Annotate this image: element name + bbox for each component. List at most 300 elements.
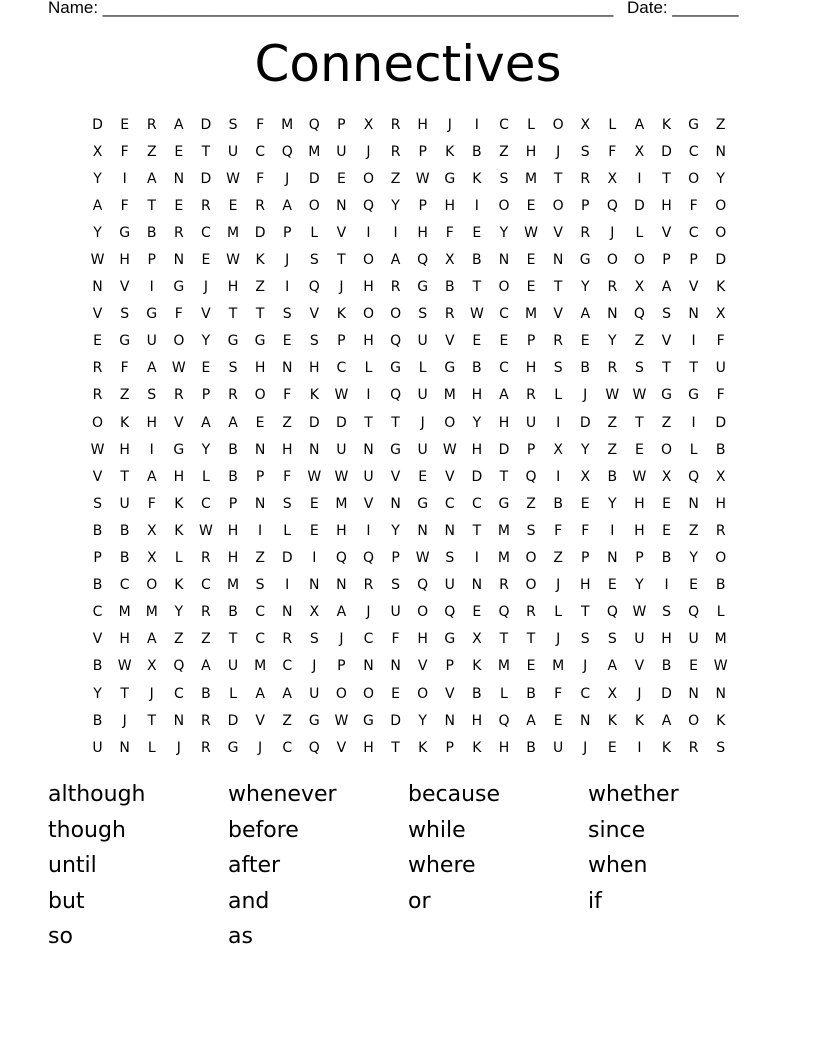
- grid-letter: S: [634, 360, 644, 377]
- grid-letter: R: [201, 739, 211, 756]
- grid-letter: C: [201, 495, 211, 512]
- grid-letter: O: [417, 604, 429, 621]
- grid-letter: F: [120, 360, 129, 377]
- grid-letter: G: [688, 387, 700, 404]
- grid-letter: L: [283, 522, 292, 539]
- grid-letter: D: [308, 414, 320, 431]
- grid-letter: O: [308, 197, 320, 214]
- grid-letter: A: [661, 279, 672, 296]
- grid-letter: U: [634, 631, 645, 648]
- grid-letter: H: [146, 414, 157, 431]
- grid-letter: D: [498, 441, 510, 458]
- grid-letter: Z: [607, 441, 618, 458]
- grid-letter: F: [445, 224, 454, 241]
- grid-letter: U: [417, 387, 428, 404]
- grid-letter: I: [366, 522, 371, 539]
- grid-letter: V: [309, 306, 320, 323]
- grid-letter: Z: [146, 143, 157, 160]
- grid-letter: V: [92, 306, 103, 323]
- grid-letter: H: [336, 522, 347, 539]
- grid-letter: T: [228, 631, 238, 648]
- grid-letter: E: [634, 441, 644, 458]
- grid-letter: X: [444, 252, 455, 269]
- grid-letter: O: [715, 224, 727, 241]
- grid-letter: F: [256, 116, 265, 133]
- grid-letter: I: [474, 116, 479, 133]
- grid-letter: B: [472, 143, 482, 160]
- grid-letter: S: [391, 577, 401, 594]
- grid-letter: W: [334, 387, 349, 404]
- grid-letter: E: [662, 495, 671, 512]
- word-bank-item: when: [588, 853, 648, 879]
- grid-letter: A: [607, 658, 618, 675]
- grid-letter: Y: [201, 441, 211, 458]
- grid-letter: W: [117, 658, 132, 675]
- grid-letter: C: [201, 577, 211, 594]
- grid-letter: O: [606, 252, 618, 269]
- grid-letter: J: [122, 712, 127, 729]
- grid-letter: S: [309, 631, 319, 648]
- grid-letter: H: [661, 197, 672, 214]
- grid-letter: K: [716, 279, 726, 296]
- grid-letter: I: [366, 387, 371, 404]
- grid-letter: F: [689, 197, 698, 214]
- grid-letter: C: [255, 631, 265, 648]
- page-title: Connectives: [254, 35, 562, 93]
- grid-letter: B: [715, 577, 726, 594]
- grid-letter: W: [334, 712, 349, 729]
- grid-letter: S: [662, 306, 671, 323]
- grid-letter: U: [553, 739, 564, 756]
- grid-letter: J: [583, 387, 588, 404]
- grid-letter: W: [605, 387, 620, 404]
- grid-letter: I: [556, 468, 561, 485]
- grid-letter: Z: [499, 143, 509, 160]
- grid-letter: E: [255, 414, 265, 431]
- grid-letter: M: [254, 658, 267, 675]
- grid-letter: D: [281, 550, 293, 567]
- grid-letter: Q: [308, 739, 320, 756]
- grid-letter: Y: [689, 550, 698, 567]
- grid-letter: R: [580, 170, 591, 187]
- grid-letter: X: [146, 658, 157, 675]
- grid-letter: V: [417, 658, 428, 675]
- grid-letter: I: [285, 577, 290, 594]
- grid-letter: I: [664, 577, 669, 594]
- grid-letter: P: [662, 252, 671, 269]
- grid-letter: V: [553, 306, 563, 323]
- grid-letter: R: [201, 197, 211, 214]
- grid-letter: B: [715, 441, 726, 458]
- grid-letter: A: [499, 387, 509, 404]
- grid-letter: W: [226, 170, 240, 187]
- grid-letter: E: [472, 604, 482, 621]
- grid-letter: I: [556, 414, 561, 431]
- grid-letter: N: [309, 577, 320, 594]
- grid-letter: B: [92, 658, 103, 675]
- grid-letter: F: [174, 306, 183, 323]
- grid-letter: Q: [362, 550, 374, 567]
- grid-letter: N: [390, 495, 401, 512]
- grid-letter: B: [92, 522, 103, 539]
- grid-letter: R: [390, 143, 401, 160]
- grid-letter: V: [363, 495, 374, 512]
- grid-letter: P: [581, 550, 590, 567]
- grid-letter: A: [228, 414, 238, 431]
- grid-letter: C: [173, 685, 184, 702]
- grid-letter: Y: [93, 685, 102, 702]
- grid-letter: M: [497, 658, 510, 675]
- grid-letter: F: [283, 468, 292, 485]
- grid-letter: Y: [608, 333, 617, 350]
- grid-letter: T: [391, 739, 400, 756]
- grid-letter: A: [201, 658, 211, 675]
- grid-letter: M: [145, 604, 158, 621]
- grid-letter: L: [689, 441, 698, 458]
- grid-letter: N: [688, 685, 699, 702]
- grid-letter: T: [580, 604, 590, 621]
- grid-letter: Y: [93, 170, 102, 187]
- grid-letter: H: [417, 224, 428, 241]
- grid-letter: C: [499, 360, 509, 377]
- grid-letter: I: [691, 333, 696, 350]
- grid-letter: P: [337, 116, 346, 133]
- grid-letter: H: [417, 116, 428, 133]
- grid-letter: G: [417, 279, 429, 296]
- grid-letter: F: [716, 333, 725, 350]
- grid-letter: W: [632, 468, 647, 485]
- grid-letter: Z: [688, 522, 699, 539]
- grid-letter: W: [90, 441, 105, 458]
- grid-letter: A: [146, 360, 157, 377]
- grid-letter: C: [255, 604, 265, 621]
- grid-letter: P: [391, 550, 400, 567]
- grid-letter: H: [227, 522, 239, 539]
- grid-letter: J: [637, 685, 642, 702]
- grid-letter: L: [500, 685, 508, 702]
- grid-letter: C: [255, 143, 265, 160]
- word-bank-item: while: [408, 817, 466, 843]
- grid-letter: V: [336, 224, 347, 241]
- grid-letter: F: [554, 685, 563, 702]
- grid-letter: L: [364, 360, 373, 377]
- grid-letter: C: [201, 224, 211, 241]
- grid-letter: J: [312, 658, 317, 675]
- grid-letter: D: [227, 712, 239, 729]
- grid-letter: R: [228, 387, 238, 404]
- grid-letter: F: [716, 387, 725, 404]
- grid-letter: D: [200, 116, 212, 133]
- grid-letter: X: [309, 604, 320, 621]
- grid-letter: Q: [362, 197, 374, 214]
- grid-letter: S: [147, 387, 157, 404]
- grid-letter: L: [554, 387, 563, 404]
- grid-letter: A: [526, 712, 536, 729]
- grid-letter: T: [472, 279, 482, 296]
- grid-letter: U: [363, 468, 374, 485]
- grid-letter: S: [309, 333, 319, 350]
- grid-letter: M: [226, 577, 240, 594]
- grid-letter: R: [526, 387, 536, 404]
- grid-letter: G: [390, 360, 401, 377]
- grid-letter: N: [471, 577, 483, 594]
- grid-letter: N: [363, 441, 374, 458]
- grid-letter: P: [445, 739, 454, 756]
- grid-letter: Y: [635, 577, 644, 594]
- grid-letter: X: [472, 631, 482, 648]
- grid-letter: T: [228, 306, 238, 323]
- grid-letter: D: [715, 252, 727, 269]
- grid-letter: N: [417, 522, 428, 539]
- grid-letter: J: [583, 739, 588, 756]
- grid-letter: H: [525, 143, 537, 160]
- grid-letter: E: [309, 522, 319, 539]
- grid-letter: K: [472, 739, 482, 756]
- grid-letter: E: [689, 658, 699, 675]
- grid-letter: Z: [255, 550, 265, 567]
- grid-letter: H: [579, 577, 591, 594]
- grid-letter: V: [255, 712, 265, 729]
- word-bank-item: so: [48, 924, 73, 950]
- grid-letter: G: [227, 333, 239, 350]
- grid-letter: E: [526, 252, 536, 269]
- grid-letter: B: [661, 658, 672, 675]
- grid-letter: Y: [391, 522, 400, 539]
- grid-letter: E: [174, 143, 184, 160]
- grid-letter: J: [285, 252, 290, 269]
- grid-letter: R: [553, 333, 563, 350]
- grid-letter: U: [119, 495, 130, 512]
- grid-letter: O: [362, 170, 374, 187]
- grid-letter: S: [418, 306, 428, 323]
- grid-letter: T: [472, 522, 482, 539]
- grid-letter: I: [366, 224, 371, 241]
- grid-letter: F: [256, 170, 265, 187]
- grid-letter: L: [174, 550, 183, 567]
- grid-letter: V: [661, 224, 672, 241]
- grid-letter: N: [254, 441, 266, 458]
- grid-letter: W: [199, 522, 213, 539]
- grid-letter: E: [472, 224, 482, 241]
- grid-letter: K: [174, 577, 184, 594]
- grid-letter: U: [92, 739, 103, 756]
- grid-letter: P: [282, 224, 292, 241]
- grid-letter: N: [336, 577, 347, 594]
- grid-letter: H: [363, 739, 374, 756]
- grid-letter: M: [497, 550, 510, 567]
- grid-letter: H: [309, 360, 320, 377]
- grid-letter: R: [92, 360, 103, 377]
- grid-letter: A: [661, 712, 672, 729]
- grid-letter: U: [146, 333, 157, 350]
- grid-letter: S: [499, 170, 509, 187]
- grid-letter: Z: [119, 387, 130, 404]
- grid-letter: E: [526, 658, 536, 675]
- grid-letter: E: [607, 739, 617, 756]
- grid-letter: P: [228, 495, 238, 512]
- word-bank-item: since: [588, 817, 646, 843]
- grid-letter: G: [119, 333, 131, 350]
- grid-letter: P: [689, 252, 698, 269]
- grid-letter: S: [120, 306, 130, 323]
- grid-letter: S: [228, 116, 238, 133]
- grid-letter: C: [471, 495, 482, 512]
- grid-letter: O: [552, 116, 564, 133]
- grid-letter: G: [444, 170, 456, 187]
- grid-letter: B: [146, 224, 157, 241]
- grid-letter: Y: [580, 441, 590, 458]
- grid-letter: X: [146, 522, 157, 539]
- grid-letter: H: [281, 441, 293, 458]
- grid-letter: B: [228, 441, 238, 458]
- word-bank-item: if: [588, 888, 602, 914]
- grid-letter: Z: [282, 712, 292, 729]
- grid-letter: S: [228, 360, 238, 377]
- grid-letter: S: [716, 739, 726, 756]
- grid-letter: Z: [201, 631, 211, 648]
- grid-letter: H: [254, 360, 266, 377]
- grid-letter: N: [119, 739, 130, 756]
- grid-letter: D: [254, 224, 266, 241]
- grid-letter: N: [607, 306, 618, 323]
- grid-letter: O: [498, 197, 510, 214]
- grid-letter: H: [417, 631, 428, 648]
- grid-letter: V: [688, 279, 699, 296]
- grid-letter: K: [607, 712, 617, 729]
- grid-letter: O: [661, 441, 673, 458]
- grid-letter: K: [472, 658, 482, 675]
- grid-letter: P: [581, 197, 590, 214]
- grid-letter: I: [258, 522, 263, 539]
- grid-letter: E: [553, 712, 563, 729]
- grid-letter: Y: [201, 333, 211, 350]
- grid-letter: K: [120, 414, 130, 431]
- grid-letter: J: [556, 631, 561, 648]
- grid-letter: I: [474, 197, 479, 214]
- grid-letter: L: [310, 224, 319, 241]
- grid-letter: B: [228, 604, 238, 621]
- grid-letter: C: [119, 577, 130, 594]
- grid-letter: A: [390, 252, 401, 269]
- grid-letter: H: [173, 468, 185, 485]
- grid-letter: B: [472, 685, 482, 702]
- grid-letter: J: [556, 577, 561, 594]
- grid-letter: H: [634, 522, 645, 539]
- grid-letter: E: [689, 577, 699, 594]
- word-bank-item: until: [48, 853, 97, 879]
- grid-letter: N: [363, 658, 374, 675]
- grid-letter: E: [580, 495, 590, 512]
- grid-letter: F: [283, 387, 292, 404]
- grid-letter: E: [472, 333, 482, 350]
- grid-letter: N: [254, 495, 266, 512]
- grid-letter: J: [149, 685, 154, 702]
- grid-letter: T: [662, 360, 671, 377]
- grid-letter: G: [390, 441, 401, 458]
- grid-letter: J: [285, 170, 290, 187]
- grid-letter: J: [176, 739, 181, 756]
- grid-letter: I: [637, 739, 642, 756]
- grid-letter: R: [688, 739, 699, 756]
- grid-letter: R: [173, 224, 184, 241]
- grid-letter: T: [120, 685, 129, 702]
- grid-letter: G: [444, 360, 456, 377]
- grid-letter: L: [527, 116, 535, 133]
- grid-letter: B: [580, 360, 591, 377]
- grid-letter: V: [444, 685, 455, 702]
- grid-letter: M: [525, 170, 538, 187]
- grid-letter: A: [282, 685, 292, 702]
- grid-letter: T: [255, 306, 265, 323]
- grid-letter: L: [554, 604, 563, 621]
- grid-letter: X: [634, 143, 645, 160]
- grid-letter: W: [632, 387, 647, 404]
- grid-letter: H: [525, 360, 537, 377]
- grid-letter: T: [553, 170, 563, 187]
- grid-letter: E: [526, 197, 536, 214]
- grid-letter: Z: [390, 170, 401, 187]
- grid-letter: N: [444, 712, 455, 729]
- grid-letter: R: [282, 631, 293, 648]
- grid-letter: U: [688, 631, 699, 648]
- grid-letter: Q: [606, 197, 618, 214]
- grid-letter: D: [715, 414, 727, 431]
- grid-letter: Y: [418, 712, 427, 729]
- grid-letter: D: [634, 197, 645, 214]
- grid-letter: C: [580, 685, 591, 702]
- grid-letter: P: [526, 441, 536, 458]
- grid-letter: Y: [391, 197, 400, 214]
- grid-letter: T: [499, 631, 509, 648]
- grid-letter: R: [201, 550, 211, 567]
- grid-letter: R: [173, 387, 184, 404]
- grid-letter: Z: [661, 414, 672, 431]
- grid-letter: X: [715, 468, 726, 485]
- grid-letter: O: [362, 306, 374, 323]
- grid-letter: B: [119, 522, 130, 539]
- grid-letter: A: [146, 468, 157, 485]
- grid-letter: G: [661, 387, 672, 404]
- grid-letter: O: [444, 414, 456, 431]
- grid-letter: X: [553, 441, 563, 458]
- grid-letter: N: [579, 712, 591, 729]
- grid-letter: T: [147, 712, 157, 729]
- grid-letter: P: [635, 550, 644, 567]
- grid-letter: O: [525, 577, 537, 594]
- grid-letter: X: [92, 143, 103, 160]
- grid-letter: B: [92, 577, 103, 594]
- grid-letter: V: [174, 414, 184, 431]
- grid-letter: O: [525, 550, 537, 567]
- grid-letter: Q: [417, 252, 429, 269]
- grid-letter: S: [255, 577, 265, 594]
- grid-letter: N: [390, 658, 401, 675]
- grid-letter: F: [120, 143, 129, 160]
- grid-letter: I: [122, 170, 127, 187]
- grid-letter: X: [580, 468, 591, 485]
- grid-letter: P: [418, 143, 427, 160]
- grid-letter: E: [174, 197, 184, 214]
- word-bank-item: though: [48, 817, 126, 843]
- grid-letter: G: [498, 495, 510, 512]
- grid-letter: Q: [498, 604, 510, 621]
- grid-letter: R: [526, 604, 536, 621]
- grid-letter: H: [363, 333, 374, 350]
- grid-letter: T: [337, 252, 346, 269]
- grid-letter: E: [526, 279, 536, 296]
- grid-letter: J: [339, 631, 344, 648]
- grid-letter: N: [309, 441, 320, 458]
